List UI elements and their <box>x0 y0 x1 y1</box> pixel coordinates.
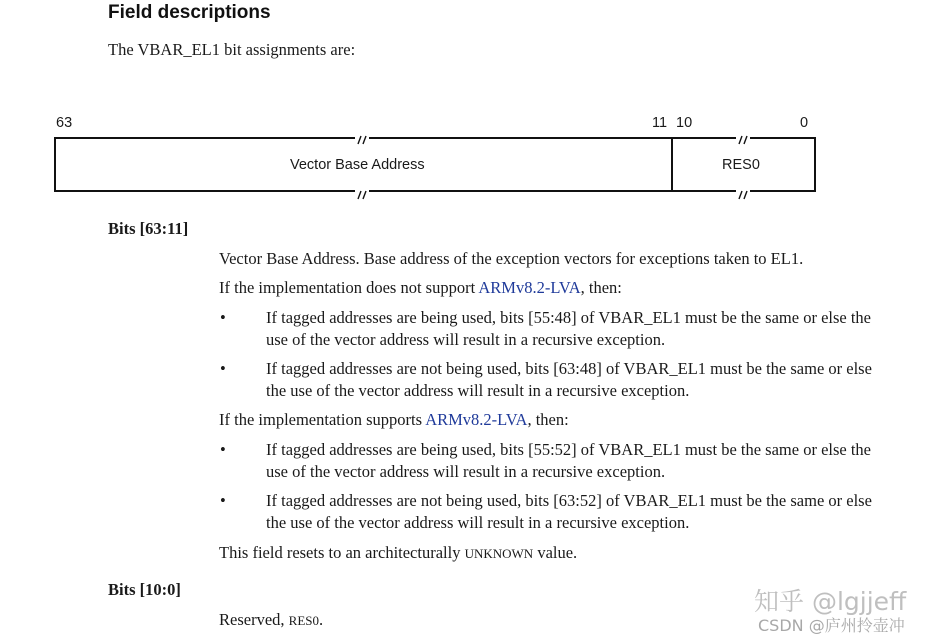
list-item-line: If tagged addresses are not being used, bits [63:48] of VBAR_EL1 must be the same or else <box>266 359 872 378</box>
register-box <box>54 137 816 192</box>
bit-label-63: 63 <box>56 115 73 131</box>
field-divider <box>671 137 673 192</box>
break-marker <box>736 187 750 197</box>
armv8-2-lva-link[interactable]: ARMv8.2-LVA <box>478 278 581 297</box>
watermark-zhihu: 知乎 @lgjjeff <box>754 587 907 616</box>
break-marker <box>355 132 369 142</box>
paragraph: Vector Base Address. Base address of the exception vectors for exceptions taken to EL1. <box>219 249 804 268</box>
small-caps-term: RES0 <box>288 613 319 628</box>
section-title: Bits [63:11] <box>108 219 189 238</box>
text-span: . <box>319 610 324 629</box>
text-span: value. <box>533 543 578 562</box>
paragraph <box>219 278 622 298</box>
field-vector-base-address: Vector Base Address <box>290 157 425 173</box>
text-span: Reserved, <box>219 610 289 629</box>
text-span: If the implementation supports <box>219 410 426 429</box>
armv8-2-lva-link[interactable]: ARMv8.2-LVA <box>425 410 528 429</box>
bit-label-11: 11 <box>652 115 668 131</box>
bullet-icon: • <box>220 308 226 327</box>
bit-label-10: 10 <box>676 115 693 131</box>
page-title: Field descriptions <box>108 2 271 23</box>
section-title: Bits [10:0] <box>108 580 181 599</box>
break-marker <box>736 132 750 142</box>
intro-text: The VBAR_EL1 bit assignments are: <box>108 40 356 59</box>
list-item-line: If tagged addresses are being used, bits [55:52] of VBAR_EL1 must be the same or else the <box>266 440 872 459</box>
list-item-line: the use of the vector address will result in a recursive exception. <box>266 381 690 400</box>
field-res0: RES0 <box>722 157 760 173</box>
bullet-icon: • <box>220 440 226 459</box>
text-span: If the implementation does not support <box>219 278 479 297</box>
list-item-line: the use of the vector address will result in a recursive exception. <box>266 513 690 532</box>
break-marker <box>355 187 369 197</box>
list-item-line: use of the vector address will result in a recursive exception. <box>266 330 666 349</box>
text-span: This field resets to an architecturally <box>219 543 465 562</box>
bullet-icon: • <box>220 359 226 378</box>
list-item-line: If tagged addresses are being used, bits [55:48] of VBAR_EL1 must be the same or else the <box>266 308 872 327</box>
text-span: , then: <box>527 410 569 429</box>
bit-label-0: 0 <box>800 115 809 131</box>
watermark-csdn: CSDN @庐州拎壶冲 <box>758 616 905 635</box>
paragraph <box>219 543 577 563</box>
bullet-icon: • <box>220 491 226 510</box>
list-item-line: use of the vector address will result in a recursive exception. <box>266 462 666 481</box>
small-caps-term: UNKNOWN <box>464 546 534 561</box>
list-item-line: If tagged addresses are not being used, bits [63:52] of VBAR_EL1 must be the same or else <box>266 491 872 510</box>
text-span: , then: <box>580 278 622 297</box>
paragraph <box>219 610 323 630</box>
paragraph <box>219 410 569 430</box>
